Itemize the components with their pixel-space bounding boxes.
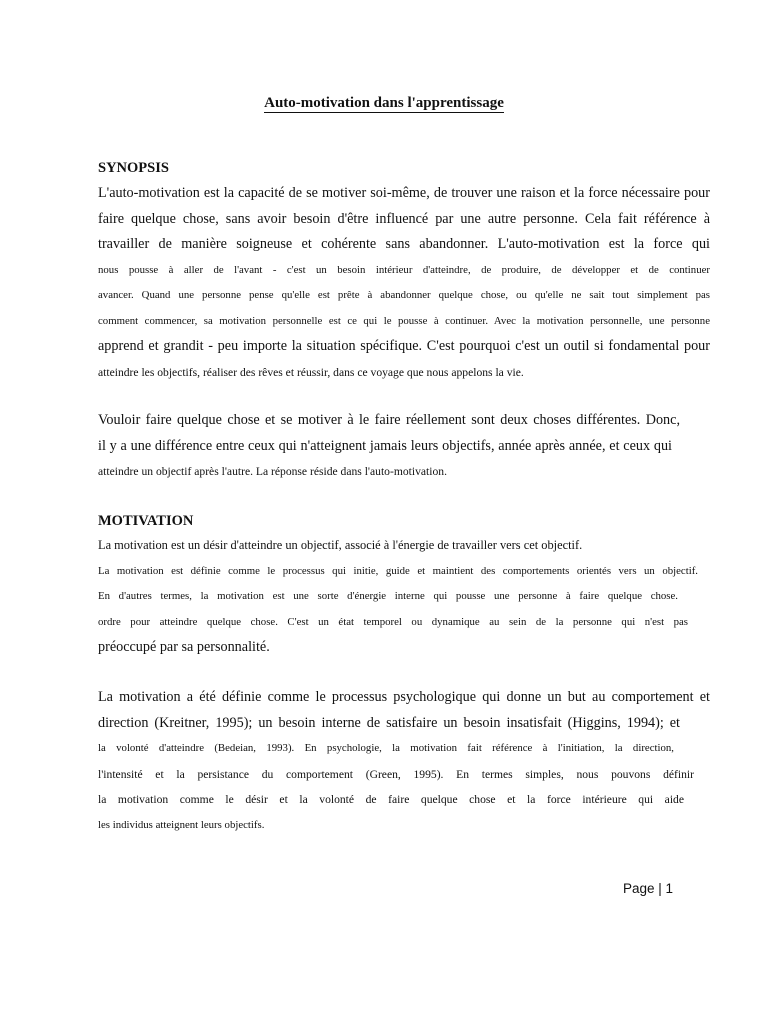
text-line: la volonté d'atteindre (Bedeian, 1993). En psychologie, la motivation fait référence à l'initiation, la direction, (98, 742, 674, 754)
section-heading-motivation: MOTIVATION (98, 513, 194, 529)
text-line: travailler de manière soigneuse et cohérente sans abandonner. L'auto-motivation est la force qui (98, 236, 710, 252)
document-title-text: Auto-motivation dans l'apprentissage (264, 95, 504, 111)
text-line: préoccupé par sa personnalité. (98, 639, 270, 655)
text-line: la motivation comme le désir et la volonté de faire quelque chose et la force intérieure qui aide (98, 793, 684, 806)
section-heading-synopsis: SYNOPSIS (98, 160, 169, 176)
text-line: La motivation a été définie comme le processus psychologique qui donne un but au comportement et (98, 689, 710, 705)
page-number: Page | 1 (622, 881, 673, 896)
text-line: l'intensité et la persistance du comportement (Green, 1995). En termes simples, nous pouvons définir (98, 767, 694, 781)
text-line: comment commencer, sa motivation personnelle est ce qui le pousse à continuer. Avec la motivation personnelle, une personne (98, 314, 710, 327)
text-line: ordre pour atteindre quelque chose. C'est un état temporel ou dynamique au sein de la personne qui n'est pas (98, 615, 688, 628)
motivation-paragraph-1 (98, 533, 710, 661)
text-line: Vouloir faire quelque chose et se motiver à le faire réellement sont deux choses différentes. Donc, (98, 412, 680, 428)
text-line: La motivation est un désir d'atteindre un objectif, associé à l'énergie de travailler vers cet objectif. (98, 538, 583, 552)
text-line: apprend et grandit - peu importe la situation spécifique. C'est pourquoi c'est un outil si fondamental pour (98, 338, 710, 354)
text-line: nous pousse à aller de l'avant - c'est un besoin intérieur d'atteindre, de produire, de développer et de continuer (98, 263, 710, 276)
text-line: En d'autres termes, la motivation est une sorte d'énergie interne qui pousse une personne à faire quelque chose. (98, 590, 678, 602)
text-line: les individus atteignent leurs objectifs. (98, 818, 265, 831)
synopsis-paragraph-1 (98, 181, 710, 385)
synopsis-paragraph-2 (98, 408, 710, 485)
document-title (0, 95, 768, 112)
text-line: il y a une différence entre ceux qui n'atteignent jamais leurs objectifs, année après année, et ceux qui (98, 437, 672, 454)
text-line: atteindre les objectifs, réaliser des rêves et réussir, dans ce voyage que nous appelons la vie. (98, 365, 524, 379)
text-line: direction (Kreitner, 1995); un besoin interne de satisfaire un besoin insatisfait (Higgins, 1994); et (98, 714, 680, 731)
text-line: avancer. Quand une personne pense qu'elle est prête à abandonner quelque chose, ou qu'elle ne sait tout simplement pas (98, 289, 710, 301)
text-line: La motivation est définie comme le processus qui initie, guide et maintient des comportements orientés vers un objectif. (98, 564, 698, 577)
text-line: L'auto-motivation est la capacité de se motiver soi-même, de trouver une raison et la force nécessaire pour (98, 185, 710, 201)
text-line: faire quelque chose, sans avoir besoin d'être influencé par une autre personne. Cela fait référence à (98, 210, 710, 227)
text-line: atteindre un objectif après l'autre. La réponse réside dans l'auto-motivation. (98, 465, 447, 478)
motivation-paragraph-2 (98, 685, 710, 838)
